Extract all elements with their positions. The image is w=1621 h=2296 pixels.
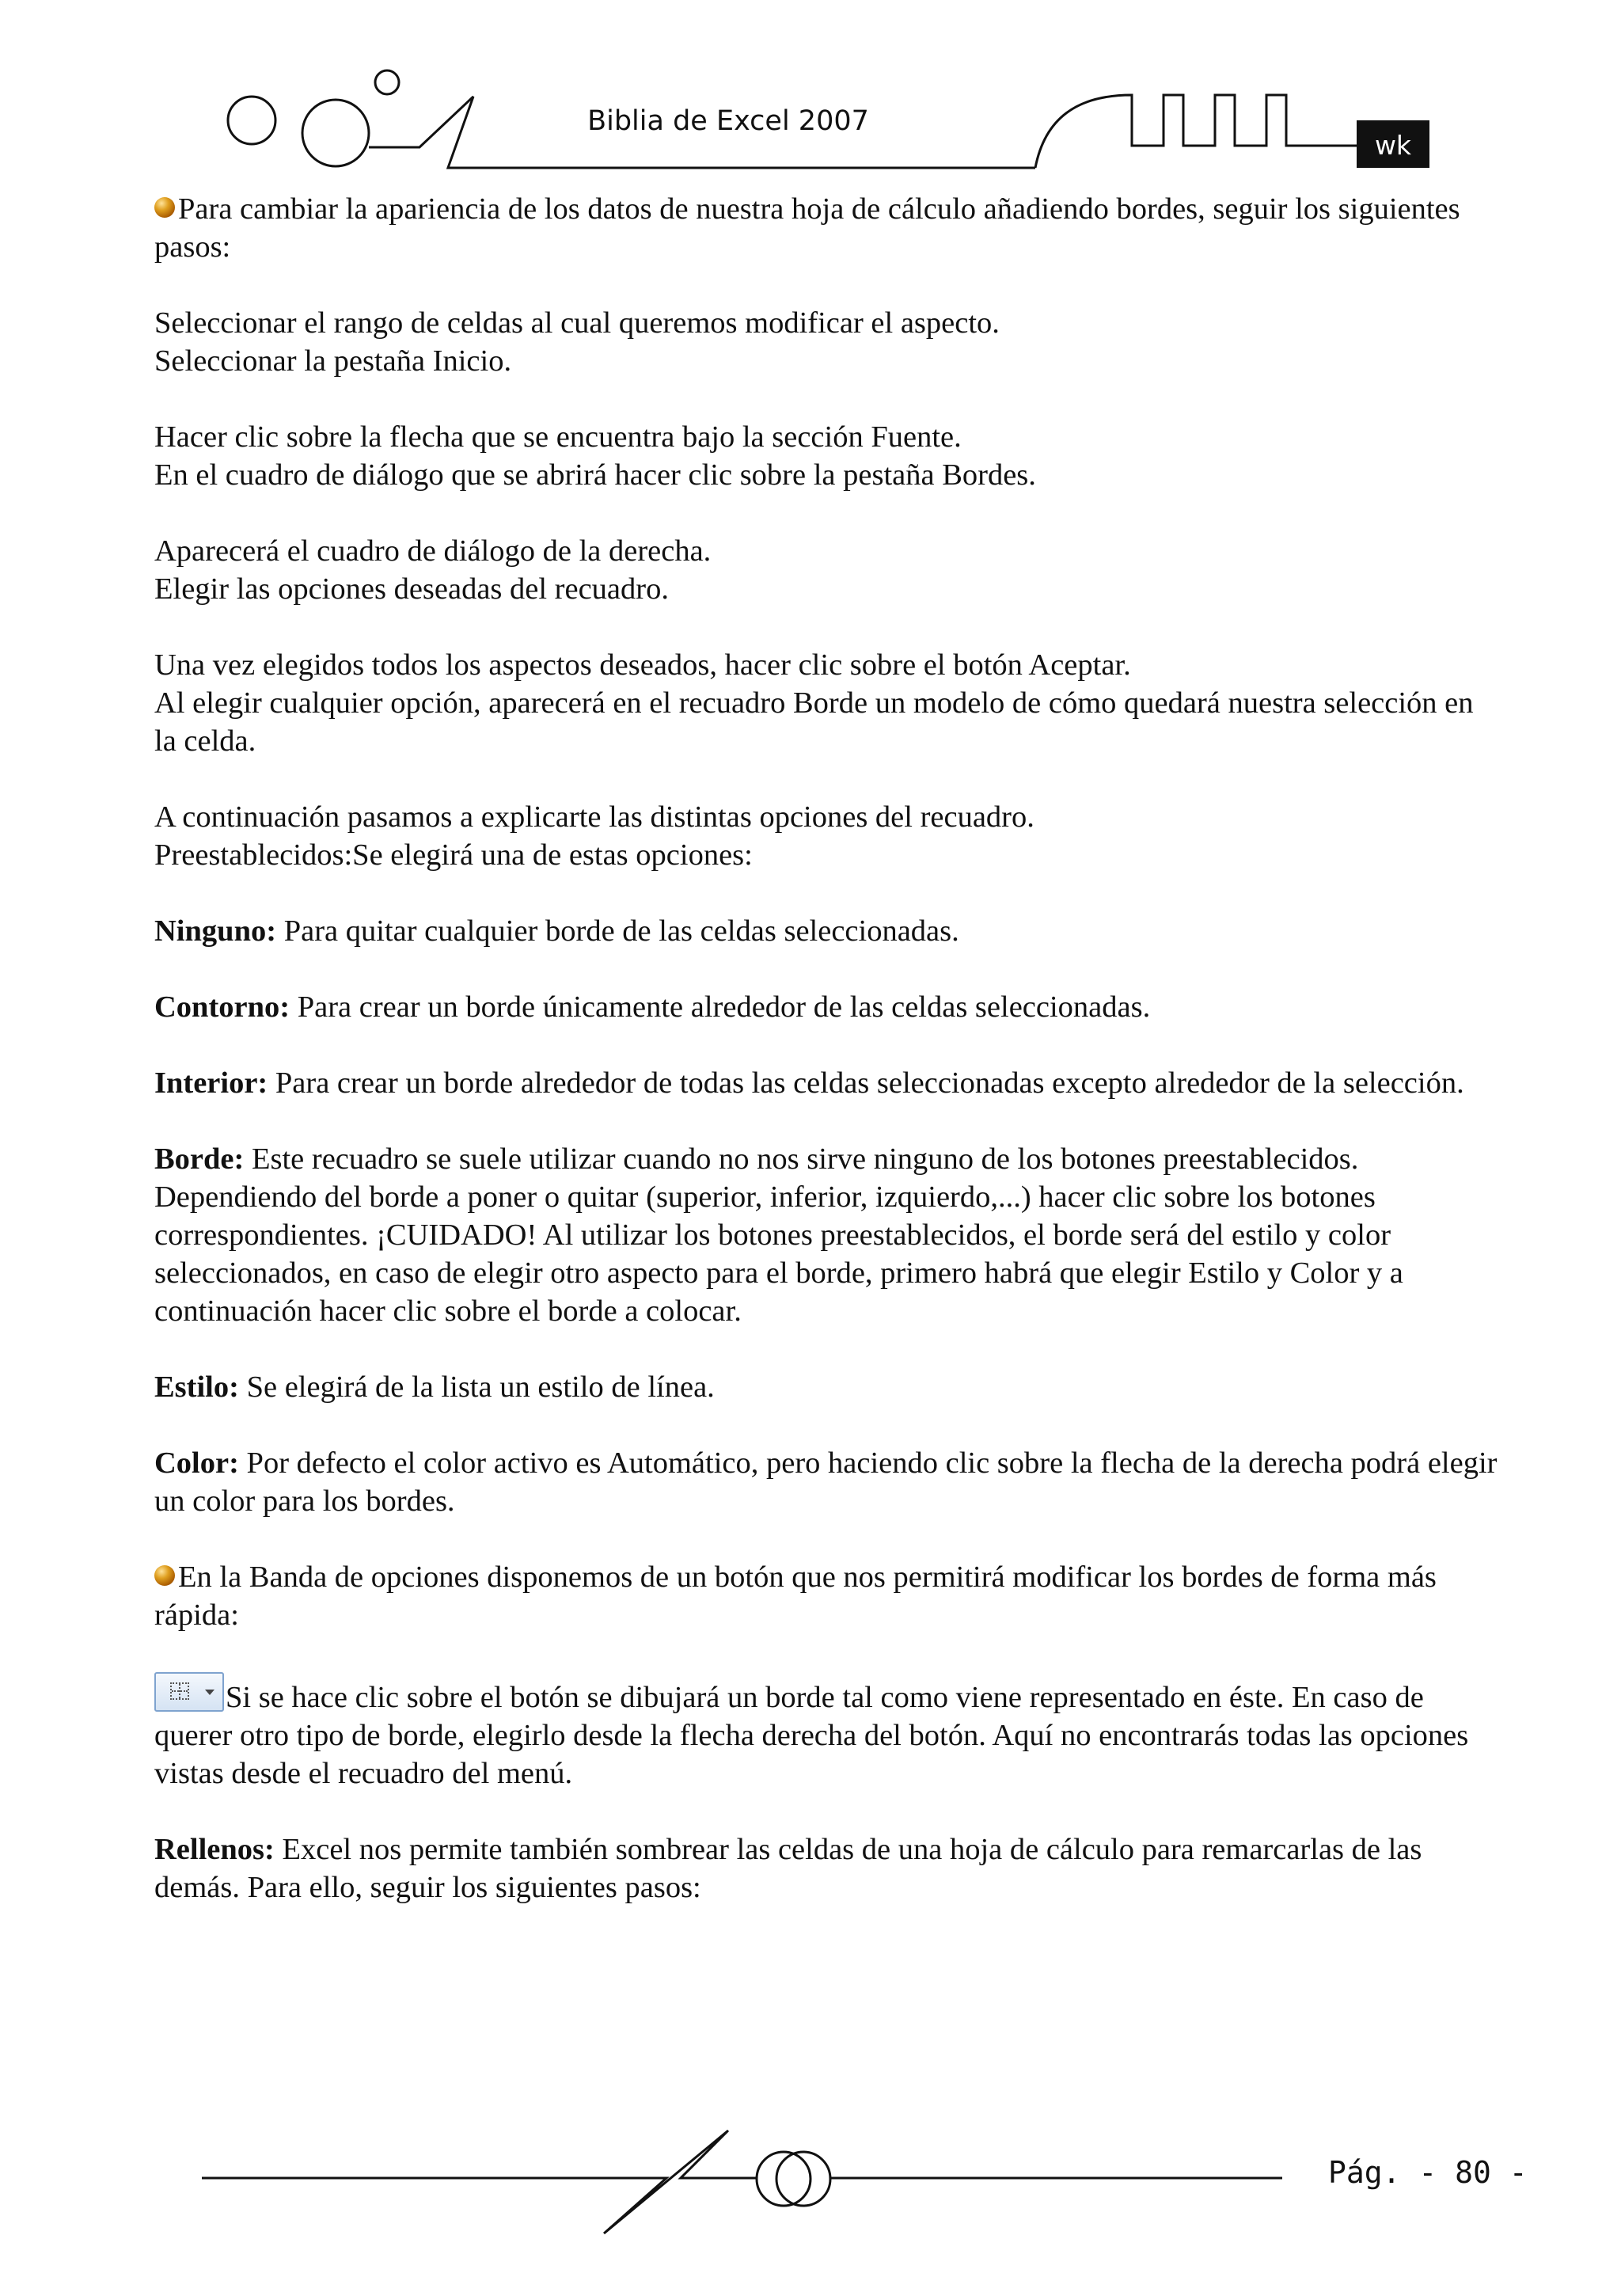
option-estilo-text: Se elegirá de la lista un estilo de línea. [238,1370,715,1404]
option-rellenos [154,1830,1500,1906]
bullet-icon [154,1565,175,1586]
document-body [154,190,1500,1944]
paragraph-steps-1 [154,304,1500,380]
page-number: Pág. - 80 - [1328,2155,1528,2190]
header-badge: wk [1357,120,1429,168]
paragraph-border-button [154,1672,1500,1792]
paragraph-steps-3 [154,532,1500,608]
option-rellenos-term: Rellenos: [154,1833,275,1866]
borders-button-icon [154,1672,224,1712]
paragraph-steps-2 [154,418,1500,494]
paragraph-border-button-text: Si se hace clic sobre el botón se dibujará un borde tal como viene representado en éste. En caso de querer otro tipo de borde, elegirlo desde la flecha derecha del botón. Aquí no encontrarás todas las opciones vistas desde el recuadro del menú. [154,1681,1469,1790]
option-ninguno-text: Para quitar cualquier borde de las celdas seleccionadas. [276,914,959,948]
footer-decoration [0,2098,1621,2296]
option-estilo-term: Estilo: [154,1370,239,1404]
option-interior [154,1064,1500,1102]
option-color [154,1444,1500,1520]
header-circle-tiny [375,70,399,94]
step-click-accept: Una vez elegidos todos los aspectos deseados, hacer clic sobre el botón Aceptar. [154,648,1131,682]
dropdown-arrow-icon [205,1690,214,1695]
option-borde-text: Este recuadro se suele utilizar cuando no nos sirve ninguno de los botones preestablecidos. Dependiendo del borde a poner o quitar (superior, inferior, izquierdo,...) hacer clic sobre los botones correspondientes. ¡CUIDADO! Al utilizar los botones preestablecidos, el borde será del estilo y color seleccionados, en caso de elegir otro aspecto para el borde, primero habrá que elegir Estilo y Color y a continuación hacer clic sobre el borde a colocar. [154,1142,1403,1328]
step-choose-options: Elegir las opciones deseadas del recuadro. [154,572,669,606]
step-preview-note: Al elegir cualquier opción, aparecerá en el recuadro Borde un modelo de cómo quedará nuestra selección en la celda. [154,686,1474,758]
option-interior-term: Interior: [154,1066,268,1100]
options-intro: A continuación pasamos a explicarte las distintas opciones del recuadro. [154,800,1034,834]
step-dialog-appears: Aparecerá el cuadro de diálogo de la derecha. [154,534,712,568]
options-presets: Preestablecidos:Se elegirá una de estas opciones: [154,838,753,872]
option-interior-text: Para crear un borde alrededor de todas las celdas seleccionadas excepto alrededor de la selección. [268,1066,1464,1100]
step-select-tab: Seleccionar la pestaña Inicio. [154,344,512,378]
paragraph-intro-text: Para cambiar la apariencia de los datos de nuestra hoja de cálculo añadiendo bordes, seguir los siguientes pasos: [154,192,1460,264]
bullet-icon [154,197,175,218]
step-select-range: Seleccionar el rango de celdas al cual queremos modificar el aspecto. [154,306,1000,340]
paragraph-ribbon-text: En la Banda de opciones disponemos de un botón que nos permitirá modificar los bordes de forma más rápida: [154,1560,1437,1632]
option-color-text: Por defecto el color activo es Automático, pero haciendo clic sobre la flecha de la derecha podrá elegir un color para los bordes. [154,1446,1498,1518]
paragraph-intro [154,190,1500,266]
header-right-curve [1035,95,1357,168]
step-click-borders-tab: En el cuadro de diálogo que se abrirá hacer clic sobre la pestaña Bordes. [154,458,1036,492]
header-title: Biblia de Excel 2007 [587,105,869,137]
option-contorno [154,988,1500,1026]
step-click-arrow: Hacer clic sobre la flecha que se encuentra bajo la sección Fuente. [154,420,962,454]
paragraph-steps-4 [154,646,1500,760]
option-contorno-term: Contorno: [154,990,290,1024]
option-estilo [154,1368,1500,1406]
paragraph-ribbon [154,1558,1500,1634]
paragraph-options-intro [154,798,1500,874]
option-rellenos-text: Excel nos permite también sombrear las celdas de una hoja de cálculo para remarcarlas de las demás. Para ello, seguir los siguientes pasos: [154,1833,1422,1904]
option-ninguno [154,912,1500,950]
option-color-term: Color: [154,1446,239,1480]
option-borde-term: Borde: [154,1142,245,1176]
option-contorno-text: Para crear un borde únicamente alrededor de las celdas seleccionadas. [290,990,1151,1024]
borders-grid-icon [170,1682,189,1700]
option-ninguno-term: Ninguno: [154,914,277,948]
option-borde [154,1140,1500,1330]
header-circle-small [228,97,275,144]
footer-left-line [202,2131,756,2233]
header-circle-large [302,100,369,166]
